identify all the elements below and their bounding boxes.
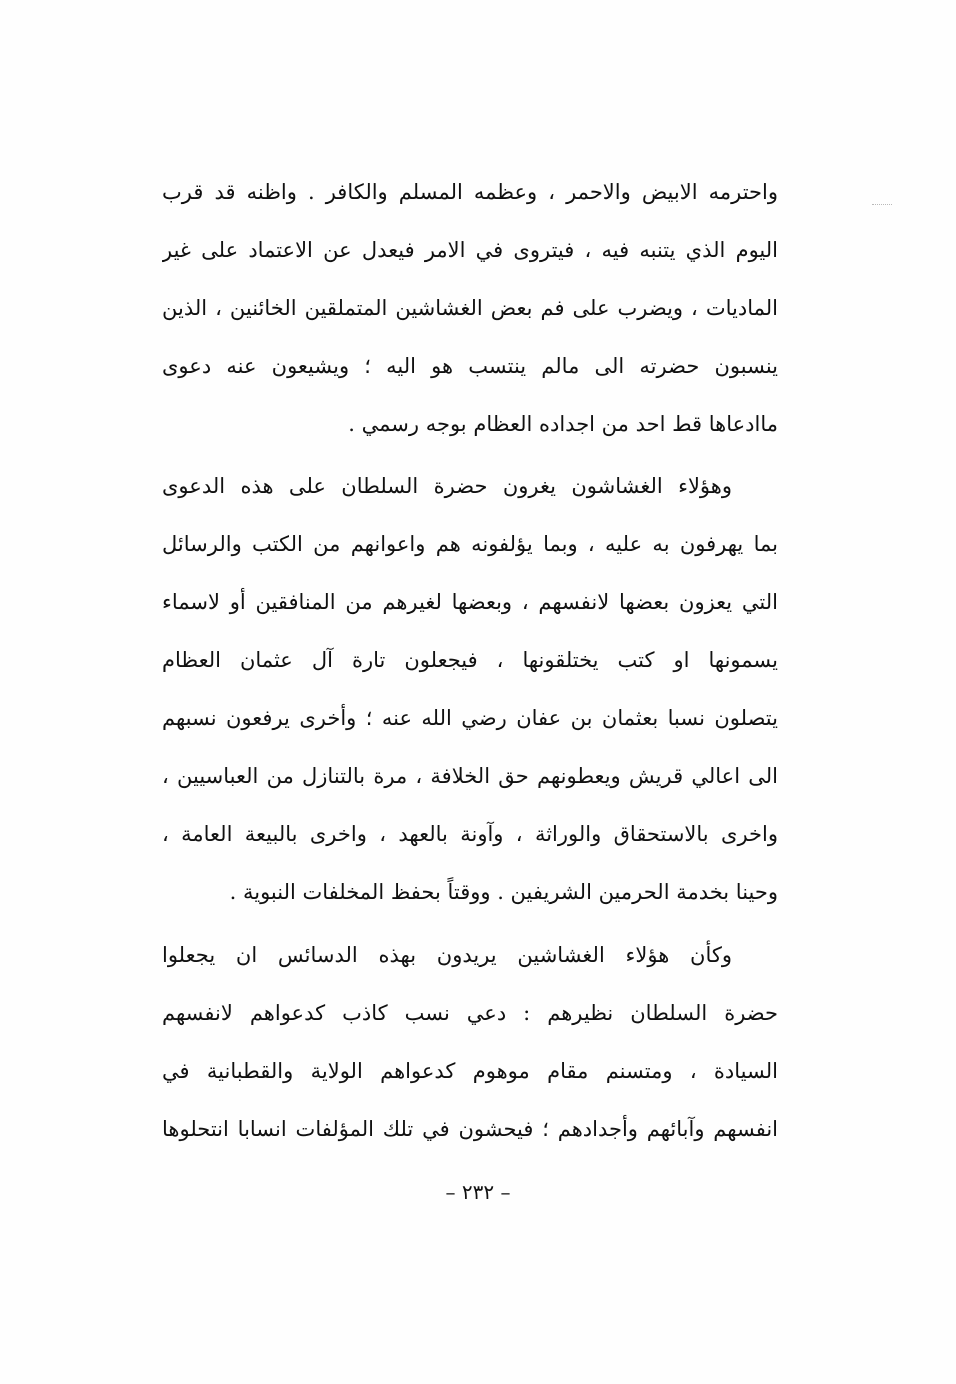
- scan-mark: [872, 204, 892, 207]
- text-line: الى اعالي قريش ويعطونهم حق الخلافة ، مرة بالتنازل من العباسيين ،: [162, 764, 778, 788]
- text-line: انفسهم وآبائهم وأجدادهم ؛ فيحشون في تلك المؤلفات انسابا انتحلوها: [162, 1117, 778, 1141]
- text-line: السيادة ، ومتسنم مقام موهوم كدعواهم الولاية والقطبانية في: [162, 1059, 778, 1083]
- text-line: وكأن هؤلاء الغشاشين يريدون بهذه الدسائس ان يجعلوا: [162, 943, 732, 967]
- text-line: بما يهرفون به عليه ، وبما يؤلفونه هم واعوانهم من الكتب والرسائل: [162, 532, 778, 556]
- paragraph-1: [162, 163, 778, 453]
- text-line: وهؤلاء الغشاشون يغرون حضرة السلطان على هذه الدعوى: [162, 474, 732, 498]
- text-line: ينسبون حضرته الى مالم ينتسب هو اليه ؛ ويشيعون عنه دعوى: [162, 354, 778, 378]
- text-line: اليوم الذي يتنبه فيه ، فيتروى في الامر فيعدل عن الاعتماد على غير: [162, 238, 778, 262]
- text-line: يسمونها او كتب يختلقونها ، فيجعلون تارة آل عثمان العظام: [162, 648, 778, 672]
- text-line: ماادعاها قط احد من اجداده العظام بوجه رسمي .: [348, 412, 778, 436]
- text-line: الماديات ، ويضرب على فم بعض الغشاشين المتملقين الخائنين ، الذين: [162, 296, 778, 320]
- text-line: واحترمه الابيض والاحمر ، وعظمه المسلم والكافر . واظنه قد قرب: [162, 180, 778, 204]
- text-line: وحينا بخدمة الحرمين الشريفين . ووقتاً بحفظ المخلفات النبوية .: [229, 880, 778, 904]
- text-line: حضرة السلطان نظيرهم : دعي نسب كاذب كدعواهم لانفسهم: [162, 1001, 778, 1025]
- page-number: – ٢٣٢ –: [445, 1180, 511, 1204]
- paragraph-3: [162, 926, 778, 1158]
- text-line: واخرى بالاستحقاق والوراثة ، وآونة بالعهد ، واخرى بالبيعة العامة ،: [162, 822, 778, 846]
- text-line: يتصلون نسبا بعثمان بن عفان رضي الله عنه ؛ وأخرى يرفعون نسبهم: [162, 706, 778, 730]
- paragraph-2: [162, 457, 778, 921]
- text-line: التي يعزون بعضها لانفسهم ، وبعضها لغيرهم من المنافقين أو لاسماء: [162, 590, 778, 614]
